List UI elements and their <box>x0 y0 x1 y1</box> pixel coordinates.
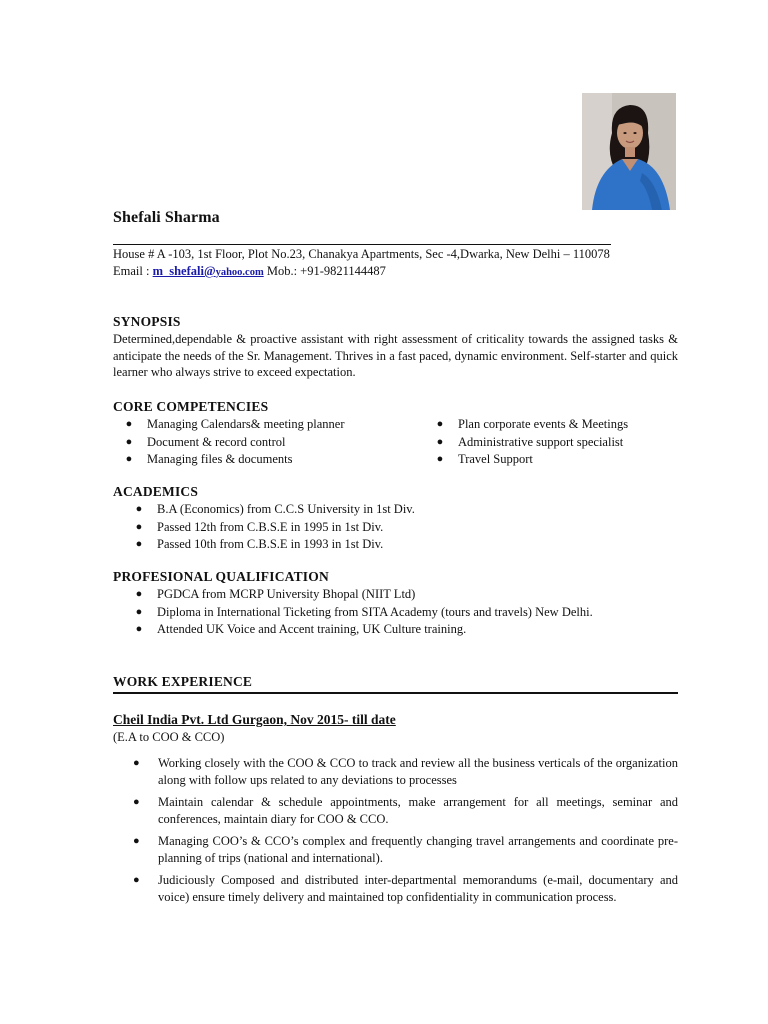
list-item: ● Travel Support <box>435 451 628 469</box>
list-item: ● Judiciously Composed and distributed inter-departmental memorandums (e-mail, documentary and voice) ensure timely delivery and maintained top confidentiality in communication process. <box>133 873 678 904</box>
work-divider <box>113 692 678 694</box>
bullet-icon: ● <box>125 453 133 465</box>
list-item: ● Passed 10th from C.B.S.E in 1993 in 1st Div. <box>134 536 415 554</box>
synopsis-text: Determined,dependable & proactive assistant with right assessment of criticality towards the assigned tasks & anticipate the needs of the Sr. Management. Thrives in a fast paced, dynamic environment. Self-starter and quick learner who always strive to exceed expectation. <box>113 332 678 379</box>
list-item: ● Working closely with the COO & CCO to track and review all the business verticals of the organization along with follow ups related to any deviations to processes <box>133 756 678 787</box>
candidate-name: Shefali Sharma <box>113 209 220 226</box>
list-item: ● PGDCA from MCRP University Bhopal (NIIT Ltd) <box>134 586 593 604</box>
bullet-icon: ● <box>436 418 444 430</box>
list-item: ● Maintain calendar & schedule appointments, make arrangement for all meetings, seminar and conferences, maintain diary for COO & CCO. <box>133 795 678 826</box>
list-item: ● Plan corporate events & Meetings <box>435 416 628 434</box>
bullet-icon: ● <box>125 435 133 448</box>
duties-list <box>133 755 678 911</box>
bullet-icon: ● <box>135 588 143 600</box>
list-item: ● B.A (Economics) from C.C.S University in 1st Div. <box>134 501 415 519</box>
email-label: Email : <box>113 264 153 278</box>
list-item: ● Administrative support specialist <box>435 434 628 452</box>
job-role: (E.A to COO & CCO) <box>113 730 225 744</box>
list-item: ● Managing Calendars& meeting planner <box>124 416 345 434</box>
list-item: ● Document & record control <box>124 434 345 452</box>
bullet-icon: ● <box>135 503 143 515</box>
bullet-icon: ● <box>135 538 143 550</box>
competencies-right-list <box>435 416 628 469</box>
qualification-list <box>134 586 593 639</box>
bullet-icon: ● <box>133 796 140 808</box>
synopsis-heading: SYNOPSIS <box>113 314 181 329</box>
header-divider <box>113 244 611 245</box>
competencies-heading: CORE COMPETENCIES <box>113 399 269 414</box>
bullet-icon: ● <box>135 520 143 533</box>
competencies-left-list <box>124 416 345 469</box>
list-item: ● Passed 12th from C.B.S.E in 1995 in 1st Div. <box>134 519 415 537</box>
bullet-icon: ● <box>133 835 140 847</box>
profile-photo <box>582 93 676 210</box>
bullet-icon: ● <box>133 874 140 886</box>
bullet-icon: ● <box>125 418 133 430</box>
address-line: House # A -103, 1st Floor, Plot No.23, Chanakya Apartments, Sec -4,Dwarka, New Delhi – 110078 <box>113 247 610 261</box>
email-user: m_shefali@ <box>152 264 216 278</box>
email-domain: yahoo.com <box>215 267 264 278</box>
list-item: ● Attended UK Voice and Accent training, UK Culture training. <box>134 621 593 639</box>
bullet-icon: ● <box>436 435 444 448</box>
academics-list <box>134 501 415 554</box>
work-heading: WORK EXPERIENCE <box>113 674 253 689</box>
profile-photo-illustration <box>582 93 676 210</box>
qualification-heading: PROFESIONAL QUALIFICATION <box>113 569 329 584</box>
mobile-number: Mob.: +91-9821144487 <box>263 264 386 278</box>
bullet-icon: ● <box>133 757 140 769</box>
list-item: ● Managing files & documents <box>124 451 345 469</box>
bullet-icon: ● <box>436 453 444 465</box>
contact-line <box>113 264 386 279</box>
list-item: ● Diploma in International Ticketing from SITA Academy (tours and travels) New Delhi. <box>134 604 593 622</box>
bullet-icon: ● <box>135 623 143 635</box>
email-link[interactable] <box>153 264 264 278</box>
job-title: Cheil India Pvt. Ltd Gurgaon, Nov 2015- till date <box>113 712 396 727</box>
academics-heading: ACADEMICS <box>113 484 199 499</box>
list-item: ● Managing COO’s & CCO’s complex and frequently changing travel arrangements and coordinate pre-planning of trips (national and international). <box>133 834 678 865</box>
bullet-icon: ● <box>135 605 143 618</box>
